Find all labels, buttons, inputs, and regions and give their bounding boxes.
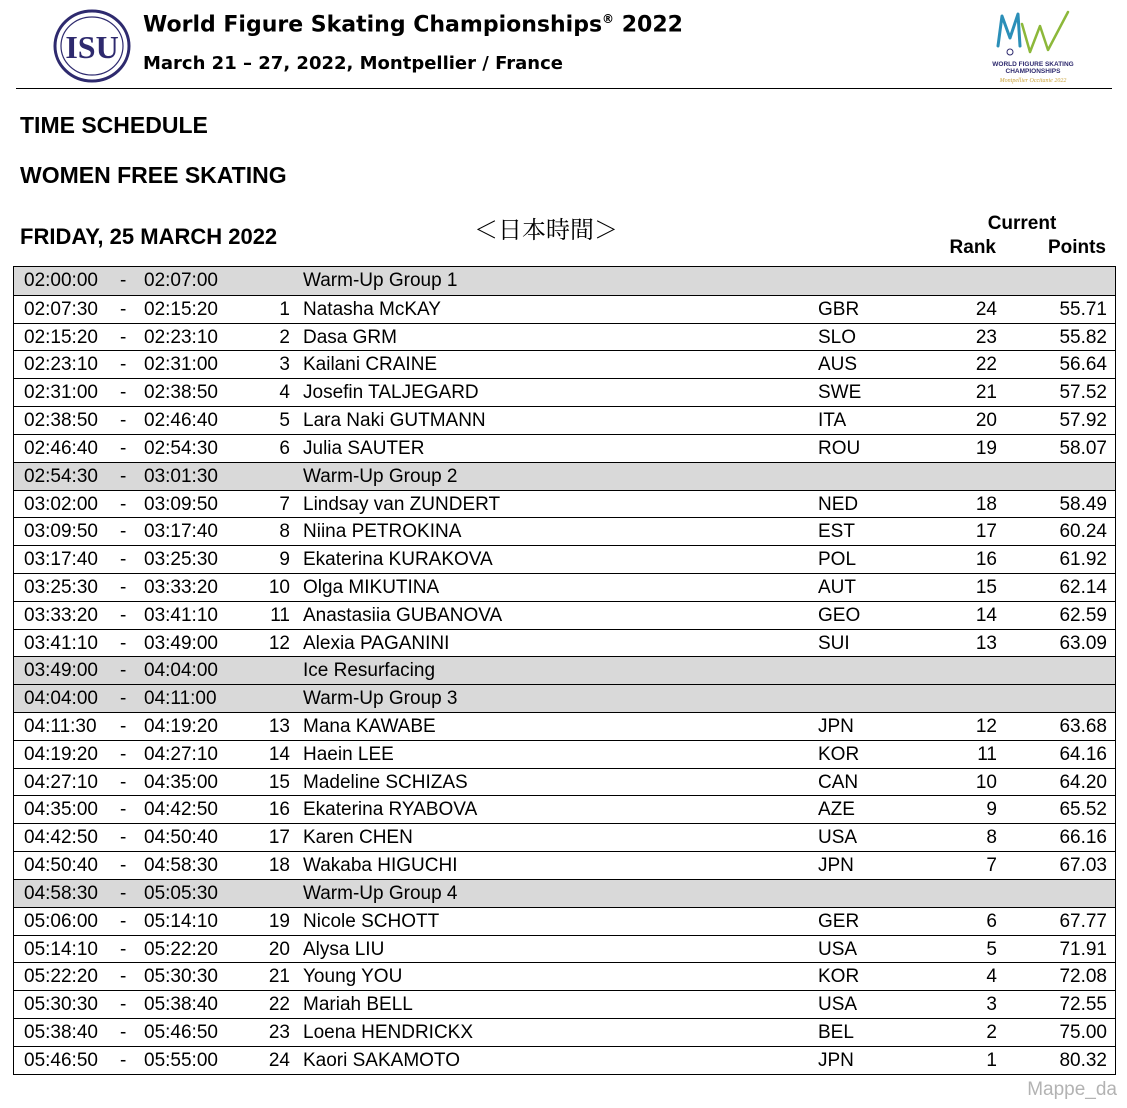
end-time-cell: 05:55:00 xyxy=(144,1049,218,1071)
start-number-cell: 24 xyxy=(268,1049,290,1071)
start-time-cell: 05:30:30 xyxy=(24,994,98,1016)
column-header-current: Current xyxy=(987,213,1057,234)
current-rank-cell: 17 xyxy=(975,521,997,543)
current-rank-cell: 16 xyxy=(975,549,997,571)
time-separator-cell: - xyxy=(120,882,127,904)
schedule-row xyxy=(14,823,1115,851)
end-time-cell: 05:46:50 xyxy=(144,1021,218,1043)
column-header-rank: Rank xyxy=(949,237,996,258)
nation-cell: ITA xyxy=(818,410,847,432)
page-header xyxy=(0,0,1127,90)
schedule-row xyxy=(14,935,1115,963)
nation-cell: CAN xyxy=(818,771,859,793)
skater-name-cell: Young YOU xyxy=(303,966,403,988)
start-number-cell: 7 xyxy=(279,493,290,515)
end-time-cell: 03:09:50 xyxy=(144,493,218,515)
current-rank-cell: 10 xyxy=(975,771,997,793)
current-rank-cell: 1 xyxy=(986,1049,997,1071)
start-time-cell: 05:06:00 xyxy=(24,910,98,932)
time-separator-cell: - xyxy=(120,493,127,515)
start-time-cell: 05:22:20 xyxy=(24,966,98,988)
current-points-cell: 63.68 xyxy=(1059,716,1107,737)
start-time-cell: 04:58:30 xyxy=(24,882,98,904)
current-rank-cell: 19 xyxy=(975,437,997,459)
start-number-cell: 22 xyxy=(268,994,290,1016)
skater-name-cell: Julia SAUTER xyxy=(303,437,425,459)
start-time-cell: 03:49:00 xyxy=(24,660,98,682)
schedule-row xyxy=(14,545,1115,573)
current-rank-cell: 3 xyxy=(986,994,997,1016)
schedule-row xyxy=(14,740,1115,768)
start-time-cell: 05:38:40 xyxy=(24,1021,98,1043)
end-time-cell: 05:30:30 xyxy=(144,966,218,988)
end-time-cell: 02:54:30 xyxy=(144,437,218,459)
skater-name-cell: Mana KAWABE xyxy=(303,716,436,737)
end-time-cell: 04:19:20 xyxy=(144,716,218,737)
time-separator-cell: - xyxy=(120,660,127,682)
skater-name-cell: Mariah BELL xyxy=(303,994,413,1016)
start-time-cell: 03:02:00 xyxy=(24,493,98,515)
time-separator-cell: - xyxy=(120,716,127,737)
time-separator-cell: - xyxy=(120,910,127,932)
time-separator-cell: - xyxy=(120,632,127,654)
time-separator-cell: - xyxy=(120,298,127,320)
championship-logo xyxy=(988,4,1078,86)
end-time-cell: 03:33:20 xyxy=(144,576,218,598)
start-time-cell: 02:31:00 xyxy=(24,382,98,404)
current-points-cell: 56.64 xyxy=(1059,354,1107,376)
schedule-break-row xyxy=(14,684,1115,712)
start-number-cell: 9 xyxy=(279,549,290,571)
start-number-cell: 4 xyxy=(279,382,290,404)
column-header-points: Points xyxy=(1047,237,1106,258)
start-number-cell: 20 xyxy=(268,938,290,960)
nation-cell: EST xyxy=(818,521,855,543)
start-time-cell: 02:00:00 xyxy=(24,270,98,291)
start-time-cell: 04:35:00 xyxy=(24,799,98,821)
start-number-cell: 21 xyxy=(268,966,290,988)
schedule-row xyxy=(14,573,1115,601)
skater-name-cell: Warm-Up Group 1 xyxy=(303,270,458,291)
timezone-note: ＜日本時間＞ xyxy=(474,217,618,244)
current-points-cell: 71.91 xyxy=(1059,938,1107,960)
skater-name-cell: Kaori SAKAMOTO xyxy=(303,1049,460,1071)
skater-name-cell: Haein LEE xyxy=(303,743,394,765)
skater-name-cell: Nicole SCHOTT xyxy=(303,910,440,932)
skater-name-cell: Warm-Up Group 4 xyxy=(303,882,458,904)
nation-cell: JPN xyxy=(818,855,854,877)
schedule-row xyxy=(14,323,1115,351)
time-separator-cell: - xyxy=(120,604,127,626)
end-time-cell: 02:07:00 xyxy=(144,270,218,291)
start-time-cell: 02:38:50 xyxy=(24,410,98,432)
time-separator-cell: - xyxy=(120,827,127,849)
start-time-cell: 04:11:30 xyxy=(24,716,97,737)
nation-cell: SWE xyxy=(818,382,862,404)
schedule-break-row xyxy=(14,656,1115,684)
current-points-cell: 63.09 xyxy=(1059,632,1107,654)
schedule-break-row xyxy=(14,879,1115,907)
skater-name-cell: Dasa GRM xyxy=(303,326,397,348)
start-number-cell: 5 xyxy=(279,410,290,432)
skater-name-cell: Madeline SCHIZAS xyxy=(303,771,468,793)
champ-logo-line-2: CHAMPIONSHIPS xyxy=(1005,68,1061,75)
schedule-row xyxy=(14,768,1115,796)
time-separator-cell: - xyxy=(120,382,127,404)
time-separator-cell: - xyxy=(120,576,127,598)
current-rank-cell: 11 xyxy=(977,743,997,765)
schedule-row xyxy=(14,350,1115,378)
skater-name-cell: Josefin TALJEGARD xyxy=(303,382,479,404)
current-rank-cell: 13 xyxy=(975,632,997,654)
start-time-cell: 02:15:20 xyxy=(24,326,98,348)
end-time-cell: 04:27:10 xyxy=(144,743,218,765)
time-separator-cell: - xyxy=(120,465,127,487)
skater-name-cell: Ekaterina KURAKOVA xyxy=(303,549,493,571)
nation-cell: USA xyxy=(818,827,858,849)
end-time-cell: 05:22:20 xyxy=(144,938,218,960)
end-time-cell: 04:58:30 xyxy=(144,855,218,877)
start-time-cell: 04:42:50 xyxy=(24,827,98,849)
current-rank-cell: 5 xyxy=(986,938,997,960)
start-time-cell: 02:54:30 xyxy=(24,465,98,487)
time-separator-cell: - xyxy=(120,771,127,793)
time-separator-cell: - xyxy=(120,743,127,765)
skater-name-cell: Ekaterina RYABOVA xyxy=(303,799,478,821)
current-points-cell: 62.14 xyxy=(1059,576,1107,598)
schedule-row xyxy=(14,601,1115,629)
nation-cell: KOR xyxy=(818,743,860,765)
current-points-cell: 57.92 xyxy=(1059,410,1107,432)
skater-name-cell: Loena HENDRICKX xyxy=(303,1021,474,1043)
end-time-cell: 05:05:30 xyxy=(144,882,218,904)
end-time-cell: 03:49:00 xyxy=(144,632,218,654)
schedule-row xyxy=(14,517,1115,545)
isu-logo xyxy=(52,8,132,84)
current-rank-cell: 22 xyxy=(975,354,997,376)
end-time-cell: 05:14:10 xyxy=(144,910,218,932)
start-time-cell: 02:46:40 xyxy=(24,437,98,459)
schedule-row xyxy=(14,1046,1115,1074)
current-points-cell: 67.77 xyxy=(1059,910,1107,932)
schedule-row xyxy=(14,406,1115,434)
end-time-cell: 03:01:30 xyxy=(144,465,218,487)
end-time-cell: 03:41:10 xyxy=(144,604,218,626)
current-rank-cell: 18 xyxy=(975,493,997,515)
schedule-row xyxy=(14,434,1115,462)
current-points-cell: 72.08 xyxy=(1059,966,1107,988)
skater-name-cell: Warm-Up Group 3 xyxy=(303,688,458,710)
skater-name-cell: Natasha McKAY xyxy=(303,298,441,320)
end-time-cell: 03:17:40 xyxy=(144,521,218,543)
schedule-row xyxy=(14,990,1115,1018)
nation-cell: JPN xyxy=(818,716,854,737)
document-title: TIME SCHEDULE xyxy=(20,112,208,138)
end-time-cell: 04:35:00 xyxy=(144,771,218,793)
end-time-cell: 03:25:30 xyxy=(144,549,218,571)
current-points-cell: 60.24 xyxy=(1059,521,1107,543)
start-number-cell: 8 xyxy=(279,521,290,543)
start-number-cell: 15 xyxy=(268,771,290,793)
start-time-cell: 03:17:40 xyxy=(24,549,98,571)
current-points-cell: 57.52 xyxy=(1059,382,1107,404)
current-points-cell: 66.16 xyxy=(1059,827,1107,849)
start-number-cell: 11 xyxy=(270,604,290,626)
nation-cell: GER xyxy=(818,910,860,932)
current-rank-cell: 20 xyxy=(975,410,997,432)
skater-name-cell: Niina PETROKINA xyxy=(303,521,462,543)
current-rank-cell: 12 xyxy=(975,716,997,737)
header-divider xyxy=(16,88,1112,89)
start-number-cell: 18 xyxy=(268,855,290,877)
end-time-cell: 04:50:40 xyxy=(144,827,218,849)
start-number-cell: 16 xyxy=(268,799,290,821)
skater-name-cell: Lindsay van ZUNDERT xyxy=(303,493,501,515)
current-points-cell: 55.82 xyxy=(1059,326,1107,348)
nation-cell: AUS xyxy=(818,354,858,376)
schedule-row xyxy=(14,378,1115,406)
schedule-row xyxy=(14,712,1115,740)
start-time-cell: 02:23:10 xyxy=(24,354,98,376)
start-time-cell: 03:33:20 xyxy=(24,604,98,626)
current-points-cell: 67.03 xyxy=(1059,855,1107,877)
current-points-cell: 75.00 xyxy=(1059,1021,1107,1043)
skater-name-cell: Warm-Up Group 2 xyxy=(303,465,458,487)
schedule-row xyxy=(14,629,1115,657)
end-time-cell: 02:31:00 xyxy=(144,354,218,376)
start-time-cell: 05:46:50 xyxy=(24,1049,98,1071)
current-points-cell: 55.71 xyxy=(1059,298,1107,320)
event-name: WOMEN FREE SKATING xyxy=(20,162,287,188)
current-points-cell: 72.55 xyxy=(1059,994,1107,1016)
event-year: 2022 xyxy=(621,12,683,38)
start-time-cell: 02:07:30 xyxy=(24,298,98,320)
current-rank-cell: 4 xyxy=(986,966,997,988)
time-separator-cell: - xyxy=(120,521,127,543)
start-number-cell: 13 xyxy=(268,716,290,737)
time-separator-cell: - xyxy=(120,994,127,1016)
end-time-cell: 02:38:50 xyxy=(144,382,218,404)
end-time-cell: 05:38:40 xyxy=(144,994,218,1016)
time-separator-cell: - xyxy=(120,549,127,571)
end-time-cell: 02:46:40 xyxy=(144,410,218,432)
skater-name-cell: Alysa LIU xyxy=(303,938,385,960)
current-rank-cell: 9 xyxy=(986,799,997,821)
time-separator-cell: - xyxy=(120,1049,127,1071)
skater-name-cell: Anastasiia GUBANOVA xyxy=(303,604,503,626)
date-heading: FRIDAY, 25 MARCH 2022 xyxy=(20,224,278,249)
nation-cell: ROU xyxy=(818,437,861,459)
current-rank-cell: 8 xyxy=(986,827,997,849)
nation-cell: GBR xyxy=(818,298,860,320)
skater-name-cell: Karen CHEN xyxy=(303,827,413,849)
end-time-cell: 02:23:10 xyxy=(144,326,218,348)
nation-cell: AZE xyxy=(818,799,855,821)
current-points-cell: 80.32 xyxy=(1059,1049,1107,1071)
time-separator-cell: - xyxy=(120,799,127,821)
start-time-cell: 04:04:00 xyxy=(24,688,98,710)
time-separator-cell: - xyxy=(120,410,127,432)
event-dates-location: March 21 – 27, 2022, Montpellier / France xyxy=(143,53,563,74)
schedule-row xyxy=(14,962,1115,990)
start-number-cell: 23 xyxy=(268,1021,290,1043)
schedule-break-row xyxy=(14,462,1115,490)
start-number-cell: 2 xyxy=(279,326,290,348)
start-time-cell: 04:19:20 xyxy=(24,743,98,765)
current-rank-cell: 24 xyxy=(975,298,997,320)
current-points-cell: 58.49 xyxy=(1059,493,1107,515)
start-time-cell: 03:25:30 xyxy=(24,576,98,598)
time-separator-cell: - xyxy=(120,354,127,376)
time-separator-cell: - xyxy=(120,966,127,988)
schedule-row xyxy=(14,795,1115,823)
champ-logo-line-3: Montpellier Occitanie 2022 xyxy=(999,78,1067,84)
schedule-row xyxy=(14,907,1115,935)
skater-name-cell: Ice Resurfacing xyxy=(303,660,436,682)
nation-cell: KOR xyxy=(818,966,860,988)
registered-mark: ® xyxy=(602,12,615,26)
end-time-cell: 02:15:20 xyxy=(144,298,218,320)
current-rank-cell: 14 xyxy=(975,604,997,626)
schedule-row xyxy=(14,851,1115,879)
nation-cell: BEL xyxy=(818,1021,854,1043)
skater-name-cell: Wakaba HIGUCHI xyxy=(303,855,458,877)
time-separator-cell: - xyxy=(120,437,127,459)
start-number-cell: 14 xyxy=(268,743,290,765)
end-time-cell: 04:04:00 xyxy=(144,660,218,682)
end-time-cell: 04:11:00 xyxy=(144,688,217,710)
nation-cell: SLO xyxy=(818,326,857,348)
schedule-row xyxy=(14,1018,1115,1046)
start-time-cell: 04:27:10 xyxy=(24,771,98,793)
current-points-cell: 58.07 xyxy=(1059,437,1107,459)
start-number-cell: 19 xyxy=(268,910,290,932)
watermark: Mappe_da xyxy=(1027,1079,1117,1100)
time-separator-cell: - xyxy=(120,688,127,710)
current-rank-cell: 6 xyxy=(986,910,997,932)
event-title-text: World Figure Skating Championships xyxy=(143,12,603,38)
nation-cell: USA xyxy=(818,994,858,1016)
nation-cell: NED xyxy=(818,493,859,515)
isu-logo-text: ISU xyxy=(65,29,119,65)
current-rank-cell: 21 xyxy=(975,382,997,404)
current-points-cell: 64.16 xyxy=(1059,743,1107,765)
event-title xyxy=(143,12,683,37)
current-points-cell: 64.20 xyxy=(1059,771,1107,793)
nation-cell: SUI xyxy=(818,632,850,654)
end-time-cell: 04:42:50 xyxy=(144,799,218,821)
time-separator-cell: - xyxy=(120,270,127,291)
champ-logo-line-1: WORLD FIGURE SKATING xyxy=(992,61,1074,68)
skater-name-cell: Kailani CRAINE xyxy=(303,354,438,376)
nation-cell: JPN xyxy=(818,1049,854,1071)
skater-name-cell: Olga MIKUTINA xyxy=(303,576,440,598)
current-rank-cell: 15 xyxy=(975,576,997,598)
start-number-cell: 12 xyxy=(268,632,290,654)
current-points-cell: 65.52 xyxy=(1059,799,1107,821)
current-points-cell: 61.92 xyxy=(1059,549,1107,571)
schedule-table xyxy=(13,266,1116,1075)
schedule-row xyxy=(14,295,1115,323)
schedule-break-row xyxy=(14,267,1115,295)
time-separator-cell: - xyxy=(120,855,127,877)
start-number-cell: 17 xyxy=(268,827,290,849)
schedule-row xyxy=(14,490,1115,518)
start-time-cell: 03:41:10 xyxy=(24,632,98,654)
start-time-cell: 04:50:40 xyxy=(24,855,98,877)
start-number-cell: 1 xyxy=(279,298,290,320)
start-number-cell: 3 xyxy=(279,354,290,376)
start-time-cell: 03:09:50 xyxy=(24,521,98,543)
current-rank-cell: 2 xyxy=(986,1021,997,1043)
start-number-cell: 6 xyxy=(279,437,290,459)
skater-name-cell: Alexia PAGANINI xyxy=(303,632,450,654)
current-points-cell: 62.59 xyxy=(1059,604,1107,626)
skater-name-cell: Lara Naki GUTMANN xyxy=(303,410,486,432)
nation-cell: GEO xyxy=(818,604,861,626)
start-number-cell: 10 xyxy=(268,576,290,598)
current-rank-cell: 7 xyxy=(986,855,997,877)
time-separator-cell: - xyxy=(120,938,127,960)
nation-cell: USA xyxy=(818,938,858,960)
nation-cell: POL xyxy=(818,549,857,571)
current-rank-cell: 23 xyxy=(975,326,997,348)
time-separator-cell: - xyxy=(120,326,127,348)
start-time-cell: 05:14:10 xyxy=(24,938,98,960)
time-separator-cell: - xyxy=(120,1021,127,1043)
nation-cell: AUT xyxy=(818,576,856,598)
